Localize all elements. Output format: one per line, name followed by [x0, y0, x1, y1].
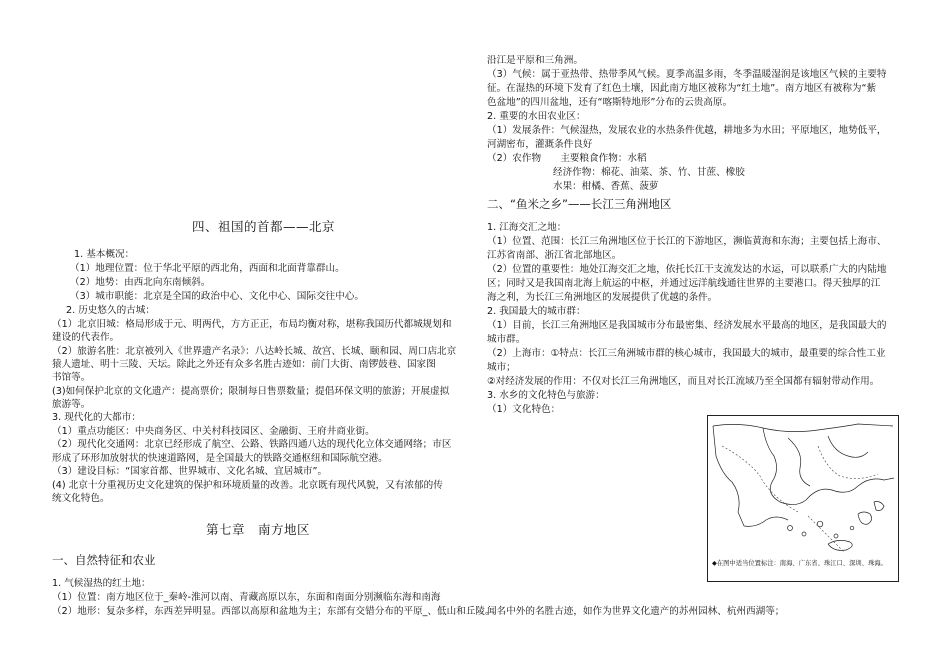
- text-line: 形成了环形加放射状的快速道路网，是全国最大的铁路交通枢纽和国际航空港。: [52, 453, 388, 464]
- text-line: 征。在湿热的环境下发育了红色土壤，因此南方地区被称为“红土地”。南方地区有被称为“紫: [487, 83, 877, 94]
- text-line: （3）气候：属于亚热带、热带季风气候。夏季高温多雨，冬季温暖湿润是该地区气候的主要特: [487, 69, 887, 80]
- text-line: （1）目前，长江三角洲地区是我国城市分布最密集、经济发展水平最高的地区，是我国最大的: [487, 320, 887, 331]
- text-line: (4) 北京十分重视历史文化建筑的保护和环境质量的改善。北京既有现代风貌，又有浓郁的传: [52, 480, 443, 491]
- text-line: 1. 江海交汇之地：: [487, 222, 567, 233]
- text-line: 江苏省南部、浙江省北部地区。: [487, 250, 622, 261]
- text-line: 3. 现代化的大都市：: [52, 412, 141, 423]
- section-title-beijing: 四、祖国的首都——北京: [192, 219, 336, 234]
- text-line: 2. 历史悠久的古城：: [66, 305, 155, 316]
- chapter-title: 第七章 南方地区: [206, 522, 311, 537]
- text-line: （1）位置：南方地区位于_秦岭-淮河以南、青藏高原以东，东面和南面分别濒临东海和南海: [52, 592, 441, 603]
- text-line: (3)如何保护北京的文化遗产：提高票价；限制每日售票数量；提倡环保文明的旅游；开展虚拟: [52, 386, 450, 397]
- text-line: 建设的代表作。: [52, 332, 120, 343]
- text-line: 1. 气候湿热的红土地：: [52, 578, 151, 589]
- text-line: 2. 我国最大的城市群：: [487, 306, 586, 317]
- section-title-nature: 一、自然特征和农业: [52, 553, 156, 567]
- text-line: 海之利，为长江三角洲地区的发展提供了优越的条件。: [487, 292, 718, 303]
- section-title-yangtze: 二、“鱼米之乡”——长江三角洲地区: [487, 197, 672, 211]
- text-line: 色盆地”的四川盆地，还有“喀斯特地形”分布的云贵高原。: [487, 97, 733, 108]
- text-line: （1）北京旧城：格局形成于元、明两代，方方正正，布局均衡对称，堪称我国历代都城规划和: [52, 319, 452, 330]
- text-line: 统文化特色。: [52, 493, 110, 504]
- text-line: 旅游等。: [52, 399, 91, 410]
- text-line: 闻名中外的名胜古迹，如作为世界文化遗产的苏州园林、杭州西湖等；: [487, 606, 785, 617]
- text-line: 水果：柑橘、香蕉、菠萝: [553, 181, 659, 192]
- map-caption: ◆在图中适当位置标注：南海、广东省、珠江口、深圳、珠海。: [712, 560, 887, 567]
- text-line: （3）建设目标：“国家首都、世界城市、文化名城、宜居城市”。: [52, 466, 328, 477]
- text-line: （2）地势：由西北向东南倾斜。: [70, 277, 211, 288]
- text-line: （1）发展条件：气候湿热，发展农业的水热条件优越，耕地多为水田；平原地区，地势低平，: [487, 125, 887, 136]
- text-line: （3）城市职能：北京是全国的政治中心、文化中心、国际交往中心。: [70, 291, 364, 302]
- text-line: （2）上海市：①特点：长江三角洲城市群的核心城市，我国最大的城市，最重要的综合性工业: [487, 348, 886, 359]
- text-line: （2）位置的重要性：地处江海交汇之地，依托长江干支流发达的水运，可以联系广大的内陆地: [487, 264, 887, 275]
- text-line: 城市群。: [487, 334, 526, 345]
- text-line: 沿江是平原和三角洲。: [487, 55, 583, 66]
- text-line: （2）地形：复杂多样，东西差异明显。西部以高原和盆地为主；东部有交错分布的平原_、低山和丘陵。: [52, 606, 495, 617]
- text-line: 区；同时又是我国南北海上航运的中枢，并通过远洋航线通往世界的主要港口。得天独厚的江: [487, 278, 881, 289]
- text-line: 2. 重要的水田农业区：: [487, 111, 586, 122]
- text-line: ②对经济发展的作用：不仅对长江三角洲地区，而且对长江流域乃至全国都有辐射带动作用。: [487, 376, 880, 387]
- text-line: （1）重点功能区：中央商务区、中关村科技园区、金融街、王府井商业街。: [52, 426, 375, 437]
- text-line: （1）地理位置：位于华北平原的西北角，西面和北面背靠群山。: [70, 263, 345, 274]
- text-line: 河湖密布，灌溉条件良好: [487, 139, 593, 150]
- text-line: （1）文化特色：: [487, 404, 561, 415]
- pearl-river-delta-map: [707, 415, 899, 582]
- text-line: （2）现代化交通网：北京已经形成了航空、公路、铁路四通八达的现代化立体交通网络；市区: [52, 439, 452, 450]
- text-line: 经济作物：棉花、油菜、茶、竹、甘蔗、橡胶: [553, 167, 745, 178]
- text-line: 书馆等。: [52, 372, 91, 383]
- text-line: 城市；: [487, 362, 516, 373]
- text-line: （2）农作物 主要粮食作物：水稻: [487, 153, 647, 164]
- text-line: 3. 水乡的文化特色与旅游：: [487, 390, 605, 401]
- text-line: （1）位置、范围：长江三角洲地区位于长江的下游地区，濒临黄海和东海；主要包括上海市、: [487, 236, 887, 247]
- coastline-sketch: [708, 416, 898, 556]
- text-line: 1. 基本概况：: [74, 249, 135, 260]
- text-line: （2）旅游名胜：北京被列入《世界遗产名录》：八达岭长城、故宫、长城、颐和园、周口店北京: [52, 346, 457, 357]
- text-line: 猿人遗址、明十三陵、天坛。除此之外还有众多名胜古迹如：前门大街、南锣鼓巷、国家图: [52, 359, 436, 370]
